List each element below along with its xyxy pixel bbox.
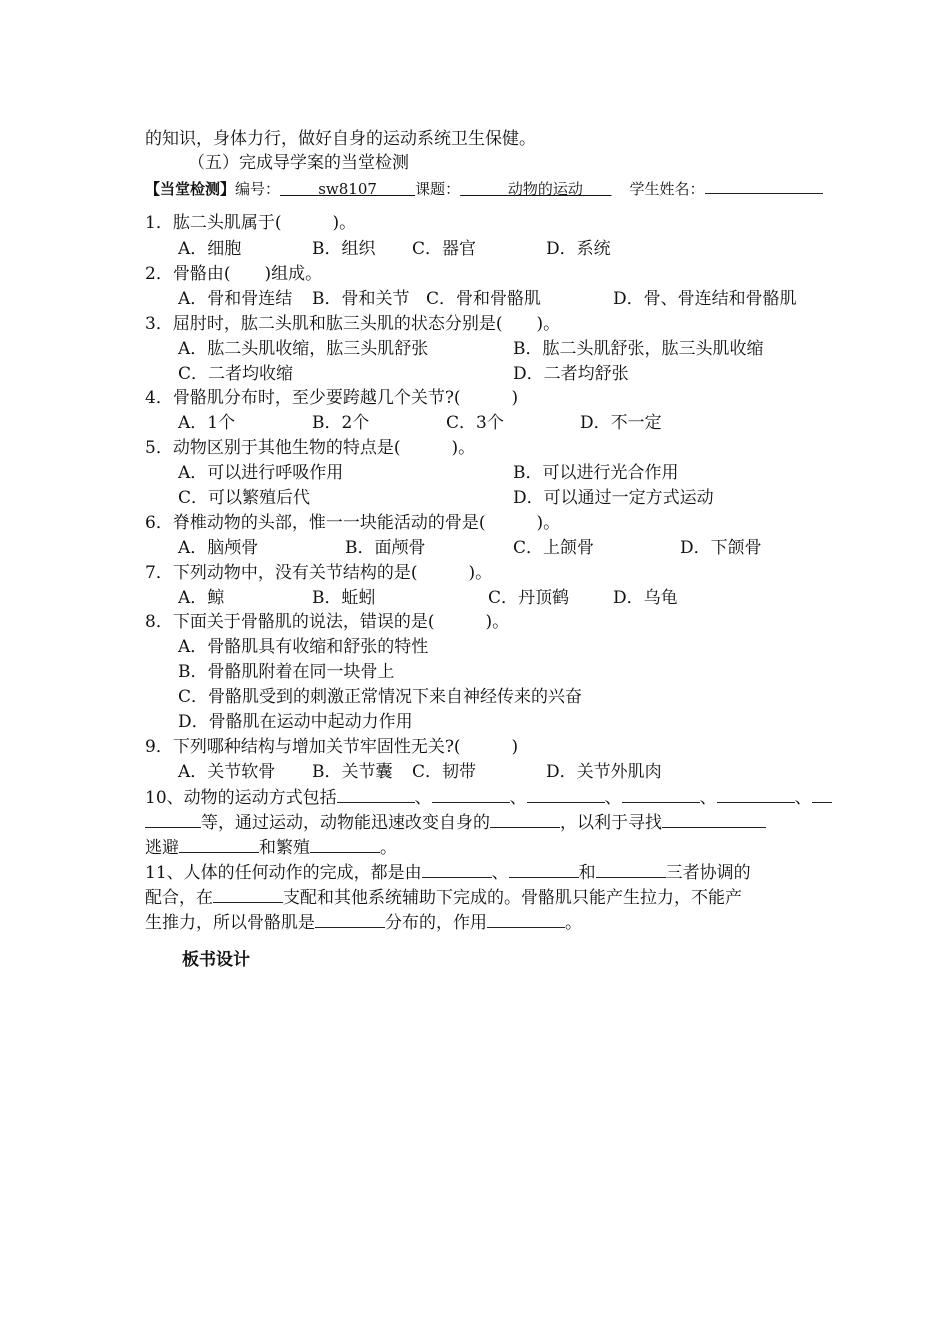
section-heading: （五）完成导学案的当堂检测 <box>188 153 409 173</box>
q10-blank-6a <box>812 786 832 803</box>
question-11-line-2: 配合，在 支配和其他系统辅助下完成的。骨骼肌只能产生拉力，不能产 <box>145 888 742 908</box>
question-7: 7．下列动物中，没有关节结构的是( )。 <box>145 563 493 583</box>
q9-option-c: C．韧带 <box>412 762 477 782</box>
question-11-line-3: 生推力，所以骨骼肌是 分布的，作用 。 <box>145 913 582 933</box>
q11-blank-6 <box>487 911 565 928</box>
q4-option-a: A．1个 <box>178 413 236 433</box>
q6-option-c: C．上颌骨 <box>513 538 595 558</box>
q1-option-c: C．器官 <box>412 239 477 259</box>
q2-option-a: A．骨和骨连结 <box>178 289 293 309</box>
q11-blank-4 <box>213 886 283 903</box>
q4-option-d: D．不一定 <box>580 413 662 433</box>
board-design-heading: 板书设计 <box>182 950 250 970</box>
q10-blank-7 <box>490 811 560 828</box>
topic-label: 课题： <box>415 180 461 198</box>
q10-blank-2 <box>432 786 510 803</box>
question-2: 2．骨骼由( )组成。 <box>145 264 323 284</box>
topic-value: 动物的运动 <box>507 180 583 198</box>
q10-blank-6b <box>145 811 201 828</box>
q1-option-b: B．组织 <box>312 239 376 259</box>
q10-blank-8 <box>662 811 766 828</box>
question-11-line-1: 11、人体的任何动作的完成，都是由 、 和 三者协调的 <box>145 863 751 883</box>
question-3: 3．屈肘时，肱二头肌和肱三头肌的状态分别是( )。 <box>145 314 561 334</box>
q10-blank-3 <box>527 786 605 803</box>
q11-blank-1 <box>422 861 492 878</box>
q4-option-c: C．3个 <box>446 413 504 433</box>
q9-option-b: B．关节囊 <box>312 762 393 782</box>
q7-option-d: D．乌龟 <box>613 588 678 608</box>
question-9: 9．下列哪种结构与增加关节牢固性无关?( ) <box>145 737 519 757</box>
q8-option-b: B．骨骼肌附着在同一块骨上 <box>178 662 395 682</box>
q10-blank-5 <box>717 786 795 803</box>
q3-option-d: D．二者均舒张 <box>513 364 629 384</box>
q8-option-a: A．骨骼肌具有收缩和舒张的特性 <box>178 637 429 657</box>
q6-option-d: D．下颌骨 <box>680 538 762 558</box>
question-4: 4．骨骼肌分布时，至少要跨越几个关节?( ) <box>145 388 519 408</box>
q7-option-c: C．丹顶鹤 <box>488 588 570 608</box>
q3-option-c: C．二者均收缩 <box>178 364 294 384</box>
q5-option-a: A．可以进行呼吸作用 <box>178 463 344 483</box>
student-name-blank <box>705 177 823 194</box>
question-8: 8．下面关于骨骼肌的说法，错误的是( )。 <box>145 612 510 632</box>
question-10-line-1: 10、动物的运动方式包括 、 、 、 、 、 <box>145 786 832 809</box>
q6-option-a: A．脑颅骨 <box>178 538 259 558</box>
q9-option-a: A．关节软骨 <box>178 762 276 782</box>
q10-blank-9 <box>179 836 259 853</box>
q8-option-c: C．骨骼肌受到的刺激正常情况下来自神经传来的兴奋 <box>178 687 583 707</box>
q10-blank-4 <box>622 786 700 803</box>
q2-option-d: D．骨、骨连结和骨骼肌 <box>613 289 797 309</box>
q3-option-b: B．肱二头肌舒张，肱三头肌收缩 <box>513 339 764 359</box>
q8-option-d: D．骨骼肌在运动中起动力作用 <box>178 712 413 732</box>
header-tag: 【当堂检测】 <box>145 180 236 198</box>
q1-option-a: A．细胞 <box>178 239 242 259</box>
q10-blank-1 <box>337 786 415 803</box>
question-6: 6．脊椎动物的头部，惟一一块能活动的骨是( )。 <box>145 513 561 533</box>
q9-option-d: D．关节外肌肉 <box>546 762 662 782</box>
question-5: 5．动物区别于其他生物的特点是( )。 <box>145 438 476 458</box>
q7-option-a: A．鲸 <box>178 588 225 608</box>
q2-option-c: C．骨和骨骼肌 <box>426 289 542 309</box>
q5-option-c: C．可以繁殖后代 <box>178 488 311 508</box>
question-10-line-2: 等，通过运动，动物能迅速改变自身的 ，以利于寻找 <box>145 811 766 834</box>
q4-option-b: B．2个 <box>312 413 370 433</box>
worksheet-header <box>145 177 823 200</box>
q11-blank-3 <box>596 861 666 878</box>
q2-option-b: B．骨和关节 <box>312 289 410 309</box>
number-value: sw8107 <box>318 180 377 198</box>
q11-blank-2 <box>509 861 579 878</box>
q11-blank-5 <box>315 911 385 928</box>
q5-option-b: B．可以进行光合作用 <box>513 463 679 483</box>
intro-line-1: 的知识，身体力行，做好自身的运动系统卫生保健。 <box>145 129 536 149</box>
number-label: 编号： <box>235 180 281 198</box>
q7-option-b: B．蚯蚓 <box>312 588 376 608</box>
q10-blank-10 <box>310 836 380 853</box>
q5-option-d: D．可以通过一定方式运动 <box>513 488 714 508</box>
q1-option-d: D．系统 <box>546 239 611 259</box>
student-label: 学生姓名： <box>629 180 705 198</box>
q6-option-b: B．面颅骨 <box>345 538 426 558</box>
question-1: 1．肱二头肌属于( )。 <box>145 213 357 233</box>
q3-option-a: A．肱二头肌收缩，肱三头肌舒张 <box>178 339 429 359</box>
question-10-line-3: 逃避 和繁殖 。 <box>145 838 397 858</box>
